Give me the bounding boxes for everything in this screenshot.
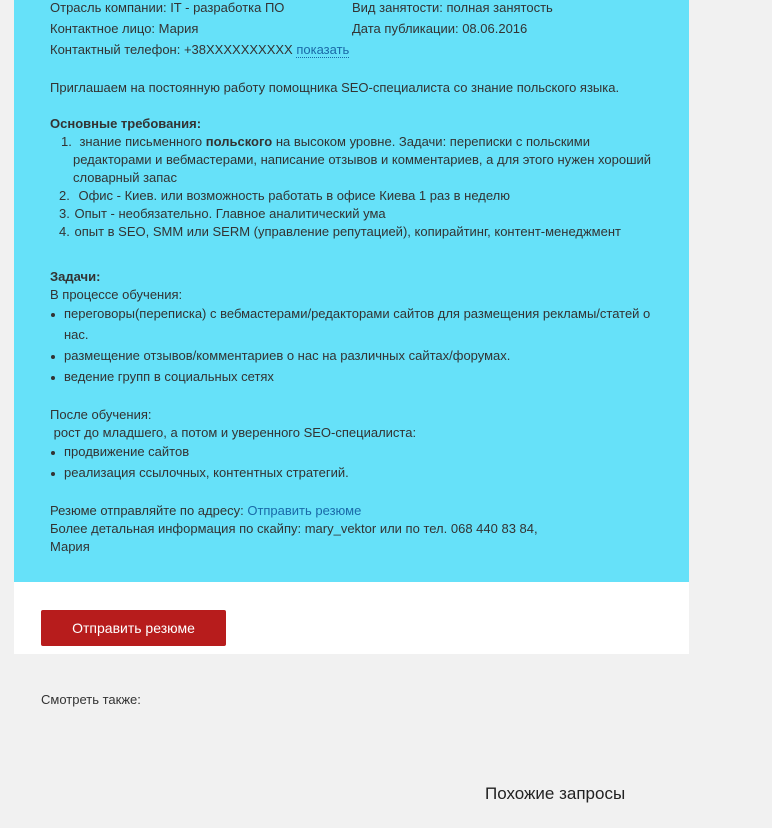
requirement-number: 3. <box>59 206 70 221</box>
requirement-text: Опыт - необязательно. Главное аналитический ума <box>74 206 386 221</box>
publish-date: Дата публикации: 08.06.2016 <box>352 21 528 36</box>
requirement-3 <box>59 206 386 221</box>
after-item-2: реализация ссылочных, контентных стратегий. <box>64 465 349 480</box>
requirement-4 <box>59 224 621 239</box>
growth-text: рост до младшего, а потом и уверенного SEO-специалиста: <box>50 425 417 440</box>
see-also-label: Смотреть также: <box>41 692 141 707</box>
requirement-number: 2. <box>59 188 70 203</box>
requirement-bold: польского <box>205 134 273 149</box>
requirements-heading: Основные требования: <box>50 116 202 131</box>
company-industry: Отрасль компании: IT - разработка ПО <box>50 0 285 15</box>
phone-label: Контактный телефон: +38XXXXXXXXXX <box>50 42 293 57</box>
requirement-text: опыт в SEO, SMM или SERM (управление репутацией), копирайтинг, контент-менеджмент <box>74 224 621 239</box>
requirement-1-line-2: редакторами и вебмастерами, написание отзывов и комментариев, а для этого нужен хороший <box>73 152 652 167</box>
requirement-1 <box>61 134 590 149</box>
contact-details: Более детальная информация по скайпу: mary_vektor или по тел. 068 440 83 84, <box>50 521 538 536</box>
contact-name: Мария <box>50 539 90 554</box>
tasks-heading: Задачи: <box>50 269 101 284</box>
similar-queries-heading: Похожие запросы <box>485 784 626 803</box>
requirement-text: Офис - Киев. или возможность работать в офисе Киева 1 раз в неделю <box>78 188 511 203</box>
requirement-number: 1. <box>61 134 72 149</box>
training-item-1-continuation: нас. <box>64 327 89 342</box>
resume-prefix: Резюме отправляйте по адресу: <box>50 503 244 518</box>
intro-text: Приглашаем на постоянную работу помощника SEO-специалиста со знание польского языка. <box>50 80 620 95</box>
training-item-2: размещение отзывов/комментариев о нас на различных сайтах/форумах. <box>64 348 511 363</box>
requirement-1-line-3: словарный запас <box>73 170 178 185</box>
after-training-label: После обучения: <box>50 407 152 422</box>
training-item-3: ведение групп в социальных сетях <box>64 369 274 384</box>
show-phone-link[interactable]: показать <box>296 42 350 57</box>
requirement-text: на высоком уровне. Задачи: переписки с польскими <box>275 134 590 149</box>
training-item-1: переговоры(переписка) с вебмастерами/редакторами сайтов для размещения рекламы/статей о <box>64 306 651 321</box>
requirement-text: знание письменного <box>79 134 203 149</box>
resume-address <box>50 503 361 518</box>
contact-phone <box>50 42 349 57</box>
send-resume-link[interactable]: Отправить резюме <box>247 503 362 518</box>
requirement-number: 4. <box>59 224 70 239</box>
after-item-1: продвижение сайтов <box>64 444 190 459</box>
send-resume-button[interactable]: Отправить резюме <box>41 610 226 646</box>
requirement-2 <box>59 188 510 203</box>
employment-type: Вид занятости: полная занятость <box>352 0 553 15</box>
training-label: В процессе обучения: <box>50 287 183 302</box>
contact-person: Контактное лицо: Мария <box>50 21 199 36</box>
